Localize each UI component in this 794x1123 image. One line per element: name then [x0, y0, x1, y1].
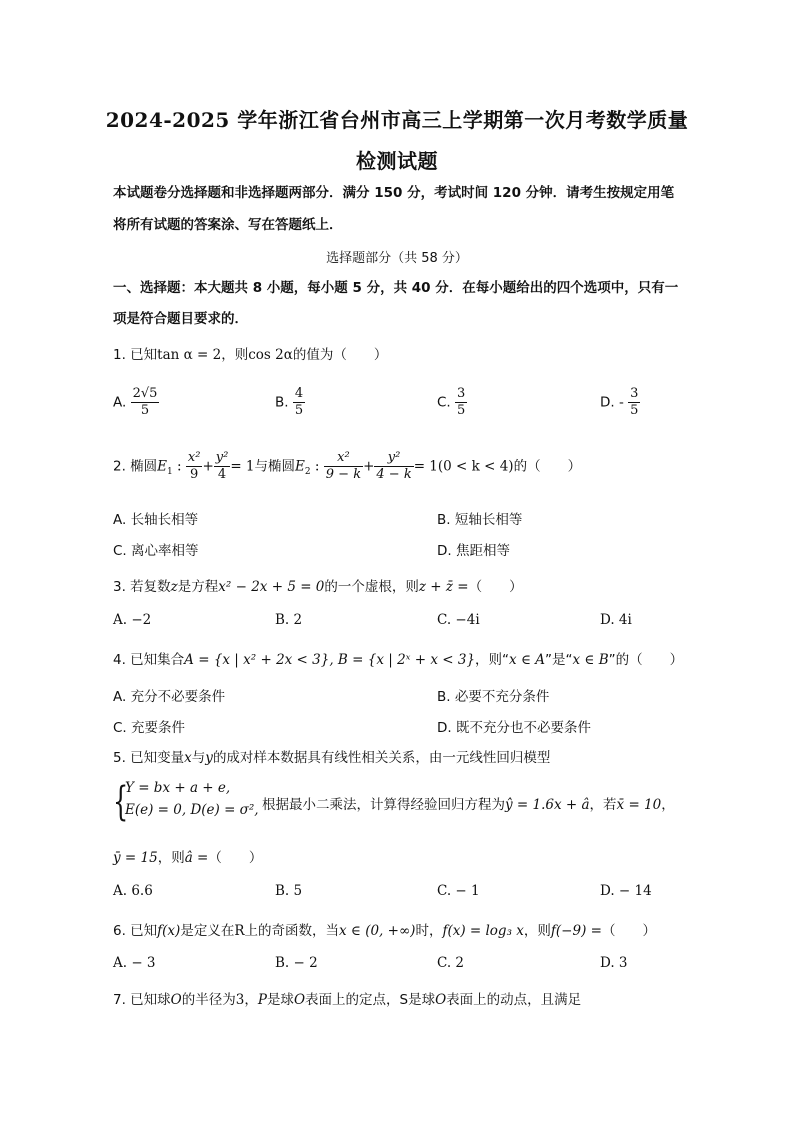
intro-line-1: 本试题卷分选择题和非选择题两部分．满分 150 分，考试时间 120 分钟．请考生按规定用笔 [113, 185, 675, 201]
question-4-option-d: D. 既不充分也不必要条件 [437, 720, 591, 736]
question-7-stem: 7. 已知球O的半径为3，P是球O表面上的定点，S是球O表面上的动点，且满足 [113, 992, 582, 1008]
question-5-option-d: D. − 14 [600, 883, 652, 899]
question-5-stem-line-1: 5. 已知变量x与y的成对样本数据具有线性相关关系，由一元线性回归模型 [113, 750, 551, 766]
question-1-stem: 1. 已知tan α = 2，则cos 2α的值为（ ） [113, 347, 388, 363]
question-4-stem: 4. 已知集合A = {x | x² + 2x < 3}, B = {x | 2ˣ + x < 3}，则“x ∈ A”是“x ∈ B”的（ ） [113, 652, 684, 668]
question-3-stem: 3. 若复数z是方程x² − 2x + 5 = 0的一个虚根，则z + z̄ =（ ） [113, 579, 523, 595]
question-2-option-b: B. 短轴长相等 [437, 512, 523, 528]
section-heading: 选择题部分（共 58 分） [326, 251, 468, 266]
question-5-option-c: C. − 1 [437, 883, 480, 899]
exam-page: 2024-2025 学年浙江省台州市高三上学期第一次月考数学质量 检测试题 本试题卷分选择题和非选择题两部分．满分 150 分，考试时间 120 分钟．请考生按规定用笔 将所有试题的答案涂、写在答题纸上． 选择题部分（共 58 分） 一、选择题：本大题共 8 小题，每小题 5 分，共 40 分．在每小题给出的四个选项中，只有一 项是符合题目要求的． 1. 已知tan α = 2，则cos 2α的值为（ ） A. $\frac{2√5}{5}$ B. $\frac{4}{5}$ C. $\frac{3}{5}$ D. - $\frac{3}{5}$ 2. 椭圆$E_1$ : $\frac{\text{x²}}{9}$ + $\frac{\text{y²}}{4}$ = 1与椭圆$E_2$ : $\frac{\text{x²}}{9 - k}$ + $\frac{\text{y²}}{4 - k}$ = 1(0 < k < 4)的（ ） A. 长轴长相等 B. 短轴长相等 C. 离心率相等 D. 焦距相等 3. 若复数z是方程x² − 2x + 5 = 0的一个虚根，则z + z̄ =（ ） A. −2 B. 2 C. −4i D. 4i 4. 已知集合A = {x | x² + 2x < 3}, B = {x | 2ˣ + x < 3}，则“x ∈ A”是“x ∈ B”的（ ） A. 充分不必要条件 B. 必要不充分条件 C. 充要条件 D. 既不充分也不必要条件 5. 已知变量x与y的成对样本数据具有线性相关关系，由一元线性回归模型 { Y = bx + a + e, E(e) = 0, D(e) = σ², 根据最小二乘法，计算得经验回归方程为ŷ = 1.6x + â，若x̄ = 10， ȳ = 15，则â =（ ） A. 6.6 B. 5 C. − 1 D. − 14 6. 已知f(x)是定义在R上的奇函数，当x ∈ (0, +∞)时，f(x) = log₃ x，则f(−9) =（ ） A. − 3 B. − 2 C. 2 D. 3 7. 已知球O的半径为3，P是球O表面上的定点，S是球O表面上的动点，且满足 [0, 0, 794, 1123]
question-2-option-d: D. 焦距相等 [437, 543, 510, 559]
question-2-option-a: A. 长轴长相等 [113, 512, 199, 528]
question-6-option-d: D. 3 [600, 955, 628, 971]
question-4-option-b: B. 必要不充分条件 [437, 689, 550, 705]
question-2-option-c: C. 离心率相等 [113, 543, 199, 559]
question-3-option-a: A. −2 [113, 612, 152, 628]
question-6-option-a: A. − 3 [113, 955, 156, 971]
question-6-stem: 6. 已知f(x)是定义在R上的奇函数，当x ∈ (0, +∞)时，f(x) = log₃ x，则f(−9) =（ ） [113, 923, 656, 939]
question-5-stem-line-3: ȳ = 15，则â =（ ） [113, 850, 263, 866]
question-1-option-d: D. - $\frac{3}{5}$ [600, 386, 639, 418]
question-6-option-b: B. − 2 [275, 955, 318, 971]
title-line-2: 检测试题 [356, 149, 438, 173]
intro-line-2: 将所有试题的答案涂、写在答题纸上． [113, 217, 343, 233]
part1-line-2: 项是符合题目要求的． [113, 311, 248, 327]
question-3-option-d: D. 4i [600, 612, 632, 628]
question-5-option-b: B. 5 [275, 883, 303, 899]
question-5-option-a: A. 6.6 [113, 883, 153, 899]
part1-line-1: 一、选择题：本大题共 8 小题，每小题 5 分，共 40 分．在每小题给出的四个选项中，只有一 [113, 280, 679, 296]
question-4-option-a: A. 充分不必要条件 [113, 689, 226, 705]
question-1-option-b: B. $\frac{4}{5}$ [275, 386, 304, 418]
brace-symbol: { [113, 779, 129, 825]
question-5-stem-line-2: 根据最小二乘法，计算得经验回归方程为ŷ = 1.6x + â，若x̄ = 10， [262, 797, 675, 813]
question-6-option-c: C. 2 [437, 955, 465, 971]
question-4-option-c: C. 充要条件 [113, 720, 186, 736]
question-1-option-a: A. $\frac{2√5}{5}$ [113, 386, 158, 418]
title-line-1: 2024-2025 学年浙江省台州市高三上学期第一次月考数学质量 [105, 108, 689, 132]
question-3-option-b: B. 2 [275, 612, 303, 628]
question-3-option-c: C. −4i [437, 612, 480, 628]
question-2-stem: 2. 椭圆$E_1$ : $\frac{\text{x²}}{9}$ + $\frac{\text{y²}}{4}$ = 1与椭圆$E_2$ : $\frac{\text{x²}}{9 - k}$ + $\frac{\text{y²}}{4 - k}$ = 1(0 < k < 4)的（ ） [113, 450, 582, 482]
question-1-option-c: C. $\frac{3}{5}$ [437, 386, 466, 418]
